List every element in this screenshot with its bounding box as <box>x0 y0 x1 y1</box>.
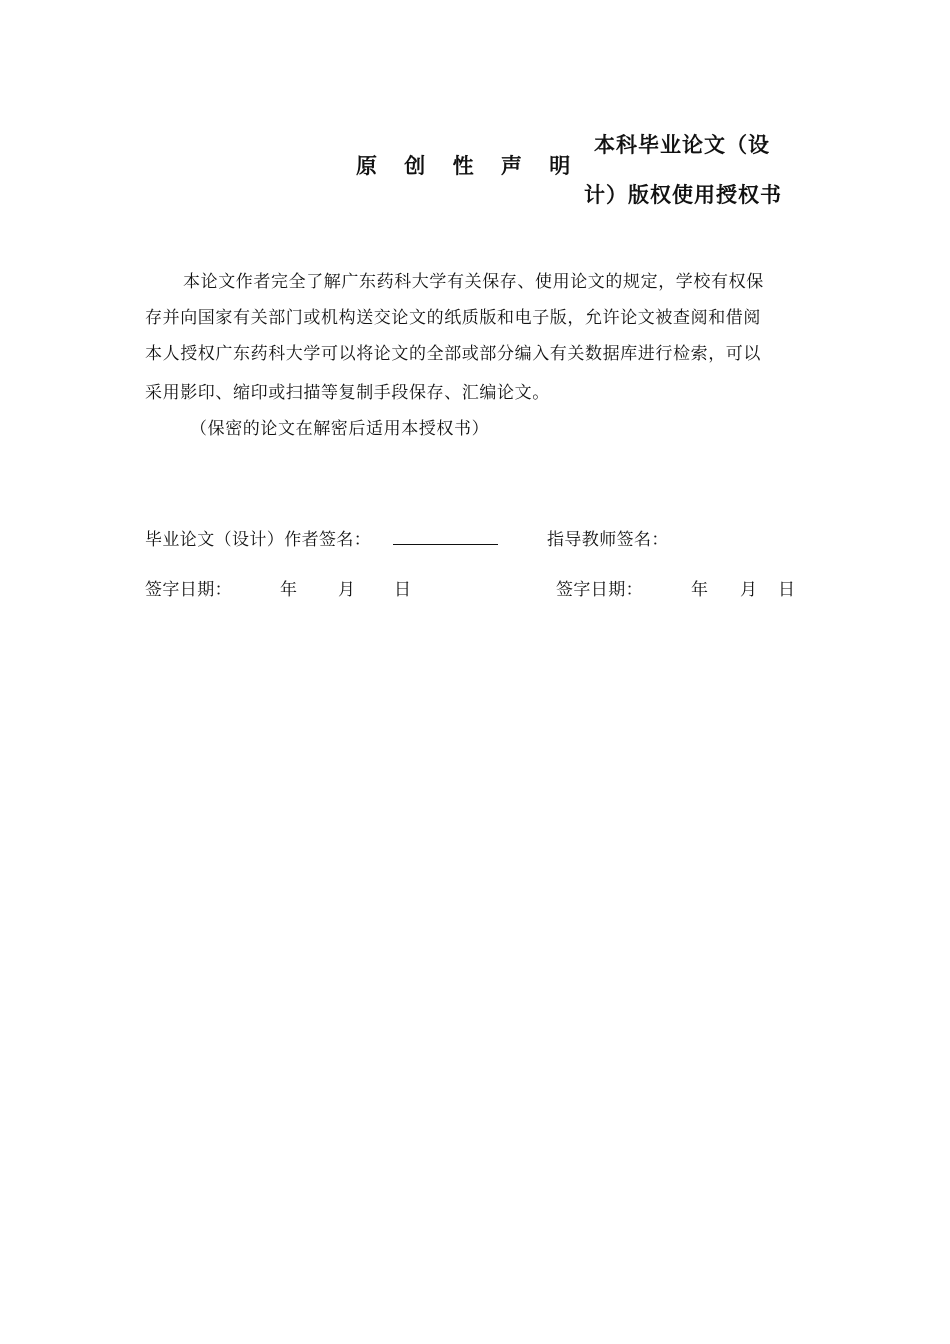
authorization-paragraph-line4: 采用影印、缩印或扫描等复制手段保存、汇编论文。 <box>145 383 550 403</box>
advisor-signature-label: 指导教师签名： <box>547 530 669 550</box>
copyright-authorization-title-line1: 本科毕业论文（设 <box>594 133 770 157</box>
advisor-date-month: 月 <box>740 580 758 600</box>
author-date-year: 年 <box>280 580 298 600</box>
author-date-month: 月 <box>338 580 356 600</box>
copyright-authorization-title-line2: 计）版权使用授权书 <box>584 183 782 207</box>
author-signature-line[interactable] <box>393 544 498 545</box>
authorization-paragraph-line1: 本论文作者完全了解广东药科大学有关保存、使用论文的规定，学校有权保 <box>183 272 764 292</box>
author-date-day: 日 <box>394 580 412 600</box>
authorization-paragraph-line2: 存并向国家有关部门或机构送交论文的纸质版和电子版，允许论文被查阅和借阅 <box>145 308 761 328</box>
author-date-label: 签字日期： <box>145 580 232 600</box>
advisor-date-year: 年 <box>691 580 709 600</box>
originality-declaration-title: 原 创 性 声 明 <box>356 154 581 178</box>
author-signature-label: 毕业论文（设计）作者签名： <box>145 530 372 550</box>
advisor-date-label: 签字日期： <box>556 580 643 600</box>
advisor-date-day: 日 <box>778 580 796 600</box>
authorization-paragraph-line3: 本人授权广东药科大学可以将论文的全部或部分编入有关数据库进行检索，可以 <box>145 344 761 364</box>
confidentiality-note: （保密的论文在解密后适用本授权书） <box>190 419 490 439</box>
